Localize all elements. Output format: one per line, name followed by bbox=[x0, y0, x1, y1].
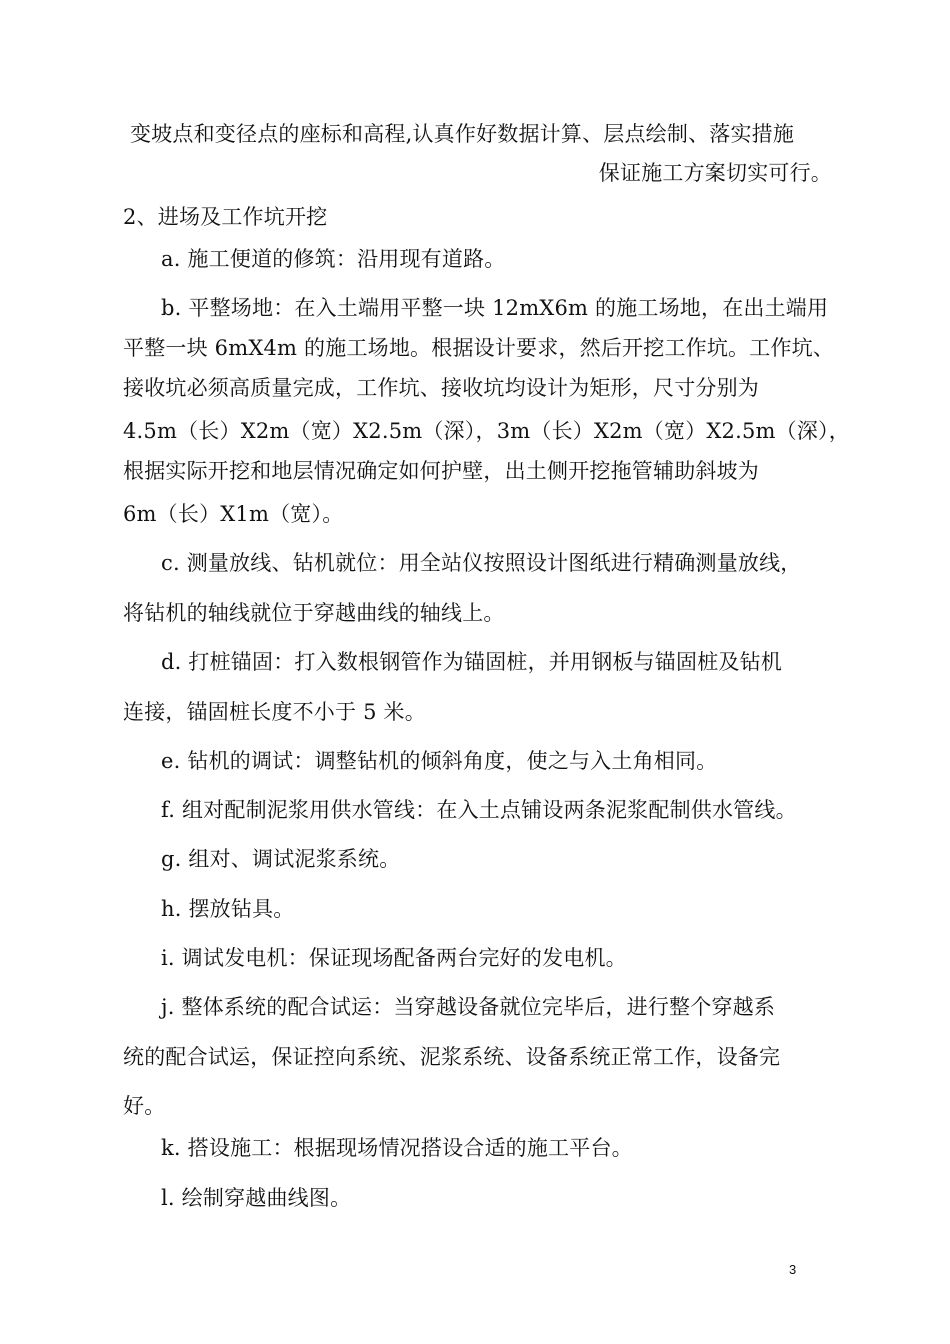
section-heading: 2、进场及工作坑开挖 bbox=[123, 205, 328, 229]
list-item: a. 施工便道的修筑：沿用现有道路。 bbox=[161, 247, 506, 271]
text-line: 将钻机的轴线就位于穿越曲线的轴线上。 bbox=[123, 601, 505, 625]
list-item: i. 调试发电机：保证现场配备两台完好的发电机。 bbox=[161, 946, 627, 970]
list-item: f. 组对配制泥浆用供水管线：在入土点铺设两条泥浆配制供水管线。 bbox=[161, 798, 797, 822]
text-line: 统的配合试运，保证控向系统、泥浆系统、设备系统正常工作，设备完 bbox=[123, 1045, 781, 1069]
text-line: 保证施工方案切实可行。 bbox=[598, 161, 832, 185]
list-item: d. 打桩锚固：打入数根钢管作为锚固桩，并用钢板与锚固桩及钻机 bbox=[161, 650, 782, 674]
text-line: 根据实际开挖和地层情况确定如何护壁，出土侧开挖拖管辅助斜坡为 bbox=[123, 459, 759, 483]
list-item: j. 整体系统的配合试运：当穿越设备就位完毕后，进行整个穿越系 bbox=[161, 995, 776, 1019]
list-item: e. 钻机的调试：调整钻机的倾斜角度，使之与入土角相同。 bbox=[161, 749, 718, 773]
list-item: c. 测量放线、钻机就位：用全站仪按照设计图纸进行精确测量放线， bbox=[161, 551, 802, 575]
list-item: k. 搭设施工：根据现场情况搭设合适的施工平台。 bbox=[161, 1136, 633, 1160]
list-item: g. 组对、调试泥浆系统。 bbox=[161, 847, 401, 871]
list-item: h. 摆放钻具。 bbox=[161, 897, 295, 921]
text-line: 6m（长）X1m（宽）。 bbox=[123, 502, 344, 526]
text-line: 好。 bbox=[123, 1094, 166, 1118]
text-line: 接收坑必须高质量完成，工作坑、接收坑均设计为矩形，尺寸分别为 bbox=[123, 376, 759, 400]
list-item: l. 绘制穿越曲线图。 bbox=[161, 1186, 352, 1210]
text-line: 变坡点和变径点的座标和高程,认真作好数据计算、层点绘制、落实措施 bbox=[130, 122, 795, 146]
text-line: 平整一块 6mX4m 的施工场地。根据设计要求，然后开挖工作坑。工作坑、 bbox=[123, 336, 835, 360]
list-item: b. 平整场地：在入土端用平整一块 12mX6m 的施工场地，在出土端用 bbox=[161, 296, 829, 320]
page-number: 3 bbox=[789, 1262, 797, 1277]
text-line: 4.5m（长）X2m（宽）X2.5m（深），3m（长）X2m（宽）X2.5m（深）， bbox=[123, 419, 850, 443]
text-line: 连接，锚固桩长度不小于 5 米。 bbox=[123, 700, 426, 724]
